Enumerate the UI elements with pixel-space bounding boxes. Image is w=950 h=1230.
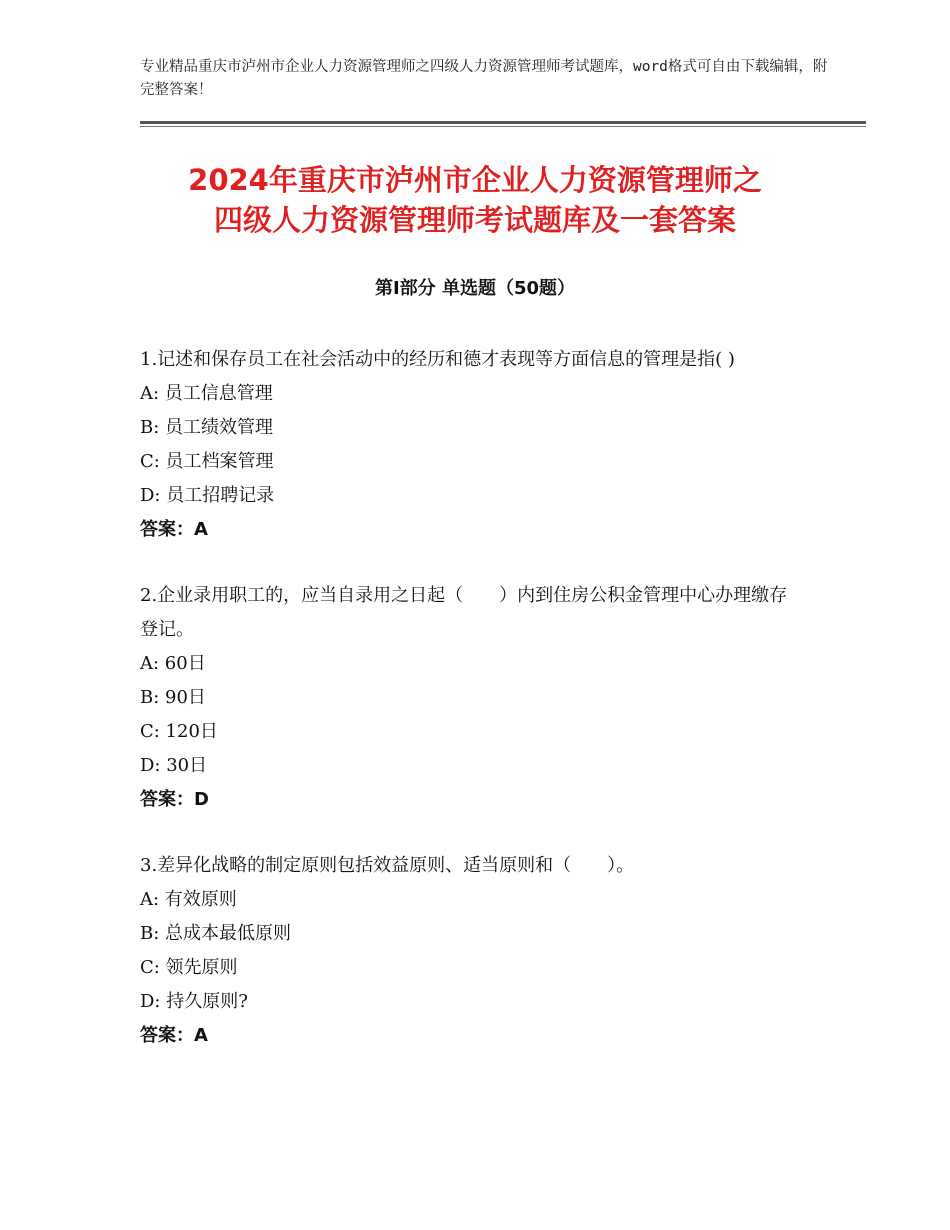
question-3 (140, 849, 820, 1053)
question-1 (140, 343, 820, 547)
answer: 答案：A (140, 519, 208, 540)
option-a: A: 60日 (140, 653, 206, 674)
question-text: 3.差异化战略的制定原则包括效益原则、适当原则和（ ）。 (140, 855, 635, 876)
answer: 答案：A (140, 1025, 208, 1046)
section-heading: 第Ⅰ部分 单选题（50题） (374, 278, 575, 299)
title-line-2: 四级人力资源管理师考试题库及一套答案 (213, 203, 736, 237)
question-list (140, 343, 820, 1085)
option-d: D: 持久原则? (140, 991, 248, 1012)
title-line-1: 2024年重庆市泸州市企业人力资源管理师之 (188, 163, 762, 197)
option-a: A: 有效原则 (140, 889, 237, 910)
option-b: B: 总成本最低原则 (140, 923, 292, 944)
question-2 (140, 579, 820, 817)
option-c: C: 120日 (140, 721, 218, 742)
option-c: C: 员工档案管理 (140, 451, 274, 472)
option-b: B: 员工绩效管理 (140, 417, 274, 438)
option-a: A: 员工信息管理 (140, 383, 273, 404)
option-c: C: 领先原则 (140, 957, 238, 978)
option-b: B: 90日 (140, 687, 206, 708)
answer: 答案：D (140, 789, 209, 810)
header-divider-thick (140, 121, 866, 124)
option-d: D: 30日 (140, 755, 208, 776)
header-note: 专业精品重庆市泸州市企业人力资源管理师之四级人力资源管理师考试题库，word格式可自由下载编辑，附完整答案！ (140, 59, 828, 98)
question-text: 1.记述和保存员工在社会活动中的经历和德才表现等方面信息的管理是指( ) (140, 349, 735, 370)
header-divider-thin (140, 126, 866, 127)
document-title (110, 160, 840, 240)
option-d: D: 员工招聘记录 (140, 485, 275, 506)
question-text: 2.企业录用职工的，应当自录用之日起（ ）内到住房公积金管理中心办理缴存登记。 (140, 585, 788, 640)
